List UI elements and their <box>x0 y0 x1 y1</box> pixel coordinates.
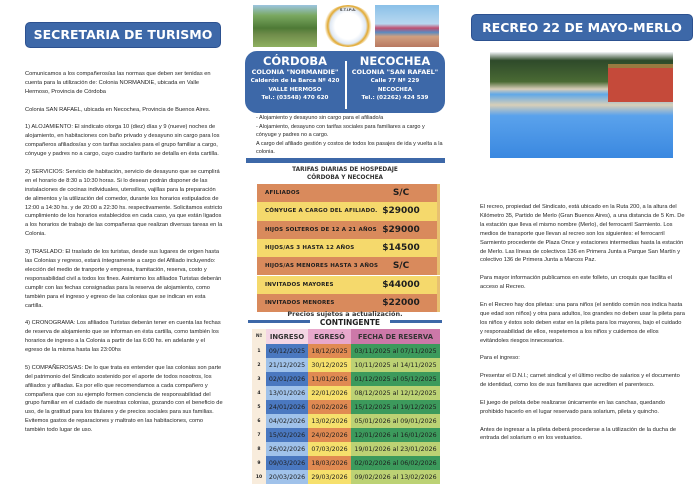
right-title: RECREO 22 DE MAYO-MERLO <box>471 14 693 41</box>
reserva-range: 02/02/2026 al 06/02/2026 <box>351 456 440 470</box>
tariff-label: AFILIADOS <box>265 190 300 197</box>
paragraph: Presentar el D.N.I.; carnet sindical y el último recibo de salarios y el documento de identidad, como los de sus familiares que acrediten el parentesco. <box>480 373 680 389</box>
egreso-date: 29/03/2026 <box>308 470 351 484</box>
necochea-city: NECOCHEA <box>377 86 413 93</box>
tariff-value: $14500 <box>382 243 420 254</box>
row-number: 7 <box>252 428 266 442</box>
right-body <box>480 203 685 452</box>
tariff-row <box>257 184 440 202</box>
ingreso-date: 04/02/2026 <box>266 414 308 428</box>
paragraph: 3) TRASLADO: El traslado de los turistas, desde sus lugares de origen hasta las Colonias y regreso, estará íntegramente a cargo del Afiliado incluyendo: elección del medio de tranporte y empresa, tramitación, reserva, costo y responsabilidad civil a todos los fines. Asimismo los afiliados Turistas deberán cumplir con las fechas consignadas para la reserva de alojamiento, como también para el ingreso y egreso de las colonias que se indican en esta cartilla. <box>25 249 222 309</box>
ingreso-date: 02/01/2026 <box>266 372 308 386</box>
ingreso-date: 09/03/2026 <box>266 456 308 470</box>
egreso-date: 30/12/2025 <box>308 358 351 372</box>
tariff-row <box>257 202 440 220</box>
row-number: 9 <box>252 456 266 470</box>
reserva-range: 08/12/2025 al 12/12/2025 <box>351 386 440 400</box>
row-number: 8 <box>252 442 266 456</box>
egreso-date: 22/01/2026 <box>308 386 351 400</box>
necochea-photo <box>375 5 439 47</box>
egreso-date: 13/02/2026 <box>308 414 351 428</box>
egreso-date: 18/12/2025 <box>308 344 351 358</box>
tariff-row <box>257 221 440 239</box>
tariff-label: INVITADOS MENORES <box>265 299 335 306</box>
paragraph: 4) CRONOGRAMA: Los afiliados Turistas deberán tener en cuenta las fechas de reserva de alojamiento que se informan en ésta cartilla, como también los horarios de ingreso a la Colonia a partir de las 6:00 hs. en adelante y el egreso de la misma hasta las 23:00hs <box>25 320 221 354</box>
tariff-row <box>257 239 440 257</box>
reserva-range: 15/12/2025 al 19/12/2025 <box>351 400 440 414</box>
table-row <box>252 386 440 400</box>
tariff-value: $22000 <box>382 297 420 308</box>
paragraph: 5) COMPAÑEROS/AS: De lo que trata es entender que las colonias son parte del patrimonio del Sindicato sostenido por el aporte de todos nosotros, los afiliados y afiliadas. Es por ello que recomendamos a cada compañero y compañera que con su ejemplo formen conciencia de responsabilidad del grupo familiar en el cuidado de nuestras colonias, gozando con el beneficio de uso, de la gratitud para los titulares y de precios sociales para sus familias. Evitemos gastos de reparaciones y maltrato en las habitaciones, como también todo lugar de uso. <box>25 364 223 434</box>
necochea-colonia: COLONIA "SAN RAFAEL" <box>351 68 439 76</box>
necochea-title: NECOCHEA <box>359 54 431 68</box>
cordoba-phone: Tel.: (03548) 470 620 <box>261 95 329 101</box>
tariff-label: HIJOS/AS MENORES HASTA 3 AÑOS <box>265 263 379 270</box>
paragraph: Antes de ingresar a la pileta deberá procederse a la utilización de la ducha de entrada del solarium o en los vestuarios. <box>480 426 677 442</box>
paragraph: Colonia SAN RAFAEL, ubicada en Necochea, Provincia de Buenos Aires. <box>25 106 211 113</box>
row-number: 5 <box>252 400 266 414</box>
header-egreso: EGRESÓ <box>308 329 351 344</box>
contingent-title: CONTINGENTE <box>310 318 390 328</box>
egreso-date: 18/03/2026 <box>308 456 351 470</box>
ingreso-date: 21/12/2025 <box>266 358 308 372</box>
tariff-value: S/C <box>392 261 410 272</box>
tariff-label: HIJOS SOLTEROS DE 12 A 21 AÑOS <box>265 226 377 233</box>
table-row <box>252 442 440 456</box>
reserva-range: 05/01/2026 al 09/01/2026 <box>351 414 440 428</box>
paragraph: Para mayor información publicamos en este folleto, un croquis que facilita el acceso al Recreo. <box>480 275 672 291</box>
table-row <box>252 372 440 386</box>
cordoba-colonia: COLONIA "NORMANDIE" <box>251 68 339 76</box>
reserva-range: 19/01/2026 al 23/01/2026 <box>351 442 440 456</box>
egreso-date: 07/03/2026 <box>308 442 351 456</box>
reserva-range: 01/12/2025 al 05/12/2025 <box>351 372 440 386</box>
paragraph: El juego de pelota debe realizarse únicamente en las canchas, quedando prohibido hacerlo en el lugar reservado para solarium, pileta y quincho. <box>480 399 665 415</box>
egreso-date: 11/01/2026 <box>308 372 351 386</box>
ingreso-date: 09/12/2025 <box>266 344 308 358</box>
reserva-range: 12/01/2026 al 16/01/2026 <box>351 428 440 442</box>
reserva-range: 10/11/2025 al 14/11/2025 <box>351 358 440 372</box>
tariff-row <box>257 276 440 294</box>
row-number: 2 <box>252 358 266 372</box>
ingreso-date: 26/02/2026 <box>266 442 308 456</box>
paragraph: Comunicamos a los compañeros/as las normas que deben ser tenidas en cuenta para la utilización de: Colonia NORMANDIE, ubicada en Valle Hermoso, Provincia de Córdoba <box>25 71 211 95</box>
colonias-info-box <box>245 51 445 113</box>
reserva-range: 03/11/2025 al 07/11/2025 <box>351 344 440 358</box>
paragraph: Para el ingreso: <box>480 355 520 362</box>
ingreso-date: 15/02/2026 <box>266 428 308 442</box>
ingreso-date: 20/03/2026 <box>266 470 308 484</box>
cordoba-title: CÓRDOBA <box>262 54 328 68</box>
header-fecha-reserva: FECHA DE RESERVA <box>351 329 440 344</box>
table-row <box>252 414 440 428</box>
tariff-label: CÓNYUGE A CARGO DEL AFILIADO. <box>265 208 378 215</box>
necochea-address: Calle 77 Nº 229 <box>370 78 420 84</box>
ingreso-date: 24/01/2026 <box>266 400 308 414</box>
table-row <box>252 400 440 414</box>
tariff-value: $29000 <box>382 224 420 235</box>
row-number: 1 <box>252 344 266 358</box>
blue-bar <box>246 158 445 163</box>
table-row <box>252 456 440 470</box>
row-number: 6 <box>252 414 266 428</box>
cordoba-photo <box>253 5 317 47</box>
tariff-row <box>257 257 440 275</box>
table-row <box>252 470 440 484</box>
table-row <box>252 428 440 442</box>
row-number: 10 <box>252 470 266 484</box>
paragraph: El recreo, propiedad del Sindicato, está ubicado en la Ruta 200, a la altura del Kilómetro 35, Partido de Merlo (Gran Buenos Aires), a una distancia de 5 Km. De la estación que lleva el mismo nombre (Merlo), del ferrocarril Sarmiento. Los medios de transporte que llevan al recreo son los siguientes: el ferrocarril Sarmiento procedente de Plaza Once y estaciones intermedias hasta la estación de Merlo. Las líneas de colectivos 136 en Primera Junta a Parque San Martín y colectivo 136 de Primera Junta a Marcos Paz. <box>480 204 685 264</box>
header-number: Nº <box>252 329 266 344</box>
egreso-date: 24/02/2026 <box>308 428 351 442</box>
prices-note: Precios sujetos a actualización. <box>287 310 403 318</box>
tariff-value: S/C <box>392 188 410 199</box>
tariff-title: TARIFAS DIARIAS DE HOSPEDAJE CÓRDOBA Y NECOCHEA <box>292 167 398 181</box>
notes: - Alojamiento y desayuno sin cargo para el afiliado/a - Alojamiento, desayuno con tarifas sociales para familiares a cargo y cónyuge y padres no a cargo. A cargo del afiliado gestión y costos de todos los pasajes de ida y vuelta a la colonia. <box>256 115 443 156</box>
pool-photo <box>490 52 673 158</box>
row-number: 3 <box>252 372 266 386</box>
left-body <box>25 70 223 444</box>
tariff-label: INVITADOS MAYORES <box>265 281 334 288</box>
paragraph: 2) SERVICIOS: Servicio de habitación, servicio de desayuno que se cumplirá en el horario de 8:30 a 10:30 horas. Si lo desean podrán disponer de las instalaciones de cocinas individuales, utensilios, vajillas para la preparación de alimentos y la utilización del comedor, durante los horarios estipulados de 12:00 a 14:30 hs. y de 20:00 a 22:30 hs. respectivamente. Solicitamos estricto cumplimiento de los horarios establecidos en cada caso, ya que están ligados a los horarios de trabajo de las compañeras que realizan diversas tareas en la Colonia. <box>25 168 223 238</box>
left-title: SECRETARIA DE TURISMO <box>25 22 221 48</box>
egreso-date: 02/02/2026 <box>308 400 351 414</box>
tariff-value: $29000 <box>382 206 420 217</box>
row-number: 4 <box>252 386 266 400</box>
paragraph: 1) ALOJAMIENTO: El sindicato otorga 10 (diez) días y 9 (nueve) noches de alojamiento, en habitaciones con baño privado y desayuno sin cargo para los compañeros afiliados/as y con tarifas sociales para el grupo familiar a cargo, cónyuge y padres no a cargo, cuyo cuadro tarifario se detalla en ésta cartilla. <box>25 124 220 158</box>
header-ingreso: INGRESO <box>266 329 308 344</box>
cordoba-city: VALLE HERMOSO <box>268 86 322 93</box>
necochea-phone: Tel.: (02262) 424 539 <box>361 95 429 101</box>
reserva-range: 09/02/2026 al 13/02/2026 <box>351 470 440 484</box>
table-row <box>252 344 440 358</box>
table-row <box>252 358 440 372</box>
cordoba-address: Calderón de la Barca Nº 420 <box>250 78 340 84</box>
tariff-value: $44000 <box>382 279 420 290</box>
stipa-logo: S.T.I.P.A. <box>323 5 373 47</box>
contingent-table <box>252 329 440 484</box>
ingreso-date: 13/01/2026 <box>266 386 308 400</box>
paragraph: En el Recreo hay dos piletas: una para niños (el sentido común nos indica hasta que edad son niños) y otra para adultos, los grandes no deben usar la pileta para los niños y éstos solo deben estar en la pileta para los mayores, bajo el cuidado y responsabilidad de ellos, respetemos a los niños y cuidemos de ellos evitándoles riesgos innecesarios. <box>480 301 685 344</box>
tariff-label: HIJOS/AS 3 HASTA 12 AÑOS <box>265 245 355 252</box>
